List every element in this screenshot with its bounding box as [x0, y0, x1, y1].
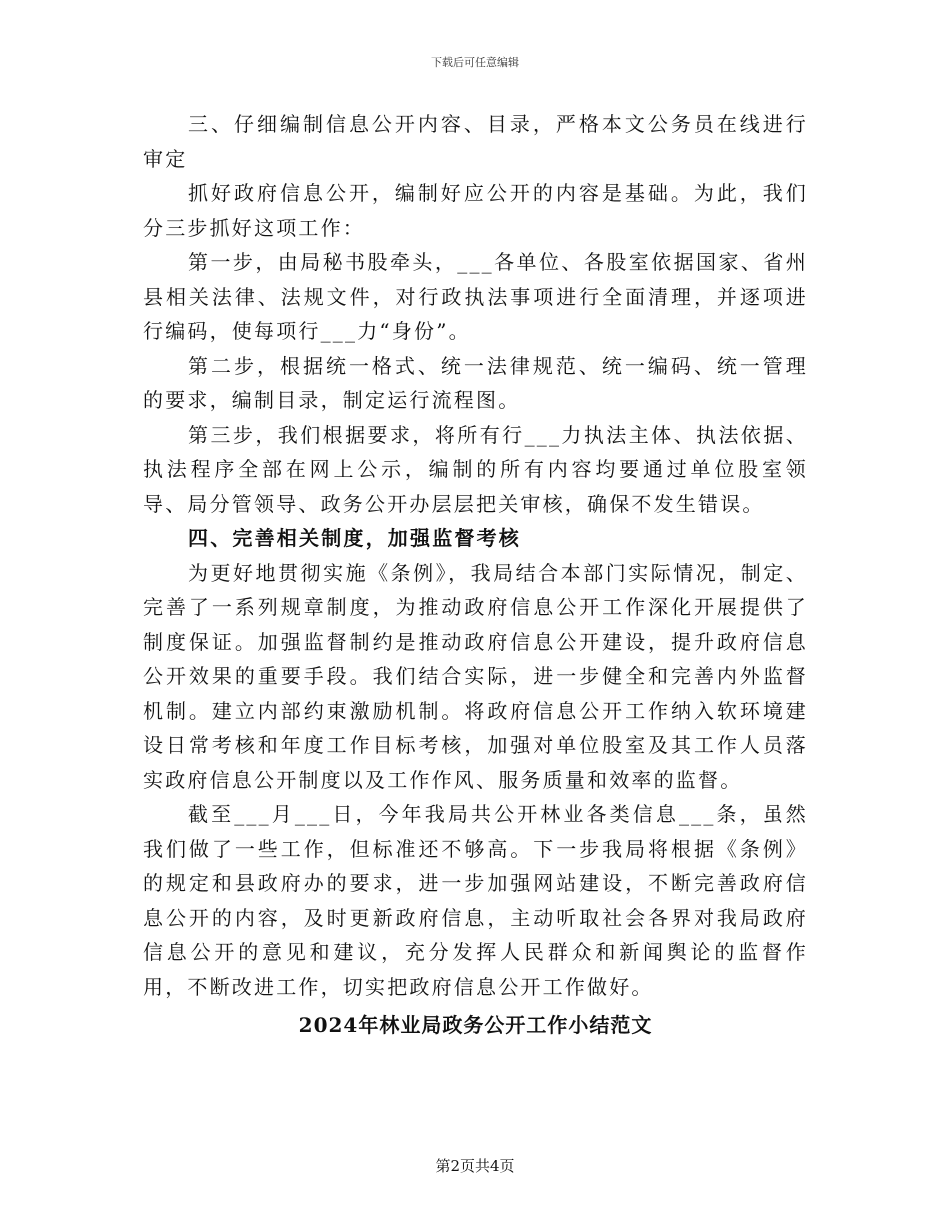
document-title: 2024年林业局政务公开工作小结范文 [298, 1013, 653, 1037]
paragraph-step-1: 第一步，由局秘书股牵头，___各单位、各股室依据国家、省州县相关法律、法规文件，对行政执法事项进行全面清理，并逐项进行编码，使每项行___力“身份”。 [143, 250, 808, 343]
section-heading-4: 四、完善相关制度，加强监督考核 [188, 526, 521, 550]
paragraph-step-3: 第三步，我们根据要求，将所有行___力执法主体、执法依据、执法程序全部在网上公示，编制的所有内容均要通过单位股室领导、局分管领导、政务公开办层层把关审核，确保不发生错误。 [143, 422, 808, 516]
page-header-note: 下载后可任意编辑 [431, 56, 519, 69]
paragraph-regulations: 为更好地贯彻实施《条例》，我局结合本部门实际情况，制定、完善了一系列规章制度，为推动政府信息公开工作深化开展提供了制度保证。加强监督制约是推动政府信息公开建设，提升政府信息公开效果的重要手段。我们结合实际，进一步健全和完善内外监督机制。建立内部约束激励机制。将政府信息公开工作纳入软环境建设日常考核和年度工作目标考核，加强对单位股室及其工作人员落实政府信息公开制度以及工作作风、服务质量和效率的监督。 [143, 560, 808, 792]
document-body [143, 107, 808, 1043]
paragraph-summary: 截至___月___日，今年我局共公开林业各类信息___条，虽然我们做了一些工作，但标准还不够高。下一步我局将根据《条例》的规定和县政府办的要求，进一步加强网站建设，不断完善政府信息公开的内容，及时更新政府信息，主动听取社会各界对我局政府信息公开的意见和建议，充分发挥人民群众和新闻舆论的监督作用，不断改进工作，切实把政府信息公开工作做好。 [143, 802, 808, 999]
page-number: 第2页共4页 [435, 1157, 515, 1175]
section-heading-3: 三、仔细编制信息公开内容、目录，严格本文公务员在线进行审定 [143, 112, 808, 171]
paragraph-intro: 抓好政府信息公开，编制好应公开的内容是基础。为此，我们分三步抓好这项工作： [143, 181, 808, 240]
paragraph-step-2: 第二步，根据统一格式、统一法律规范、统一编码、统一管理的要求，编制目录，制定运行流程图。 [143, 353, 808, 412]
